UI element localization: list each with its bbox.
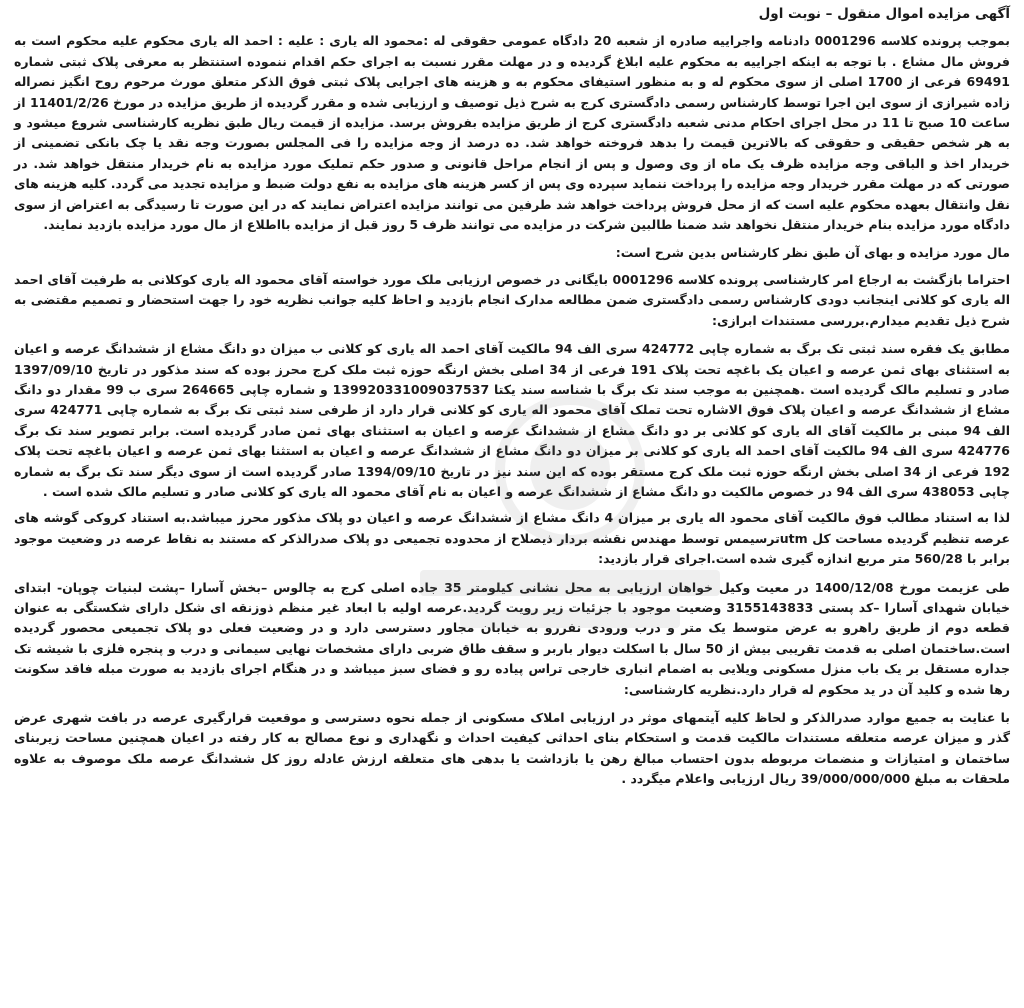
notice-title: آگهی مزایده اموال منقول – نوبت اول (758, 6, 1010, 22)
notice-intro-paragraph: بموجب پرونده کلاسه 0001296 دادنامه واجراییه صادره از شعبه 20 دادگاه عمومی حقوقی له :محمود اله یاری : علیه : احمد اله یاری محکوم علیه محکوم است به فروش مال مشاع . با توجه به اینکه اجراییه به محکوم علیه ابلاغ گردیده و در مهلت مقرر نسبت به اجرای حکم اقدام ننموده استنتظر به معرفی پلاک ثبتی شماره 69491 فرعی از 1700 اصلی از سوی محکوم له و به منظور استیفای محکوم به و هزینه های اجرایی پلاک ثبتی فوق الذکر متعلق مورث مرحوم روح انگیز نصراله زاده شیرازی از سوی این اجرا توسط کارشناس رسمی دادگستری کرج به شرح ذیل توصیف و ارزیابی شده و مقرر گردیده از طریق مزایده در مورخ 11401/2/26 از ساعت 10 صبح تا 11 در محل اجرای احکام مدنی شعبه دادگستری کرج از طریق مزایده بفروش برسد. مزایده از قیمت ریال طبق نظریه کارشناسی شروع میشود و به هر شخص حقیقی و حقوقی که بالاترین قیمت را بدهد فروخته خواهد شد. ده درصد از وجه مزایده را فی المجلس بصورت وجه نقد یا چک بانکی تضمینی از خریدار اخذ و الباقی وجه مزایده ظرف یک ماه از وی وصول و پس از انجام مراحل قانونی و صدور حکم تملیک مورد مزایده به نام خریدار منتقل خواهد شد. در صورتی که در مهلت مقرر خریدار وجه مزایده را پرداخت ننماید سپرده وی پس از کسر هزینه های مزایده به نفع دولت ضبط و مزایده تجدید می گردد. کلیه هزینه های نقل وانتقال بعهده محکوم علیه است که از محل فروش پرداخت خواهد شد طرفین می توانند مزایده اعتراض نمایند که در این صورت تا رسیدگی به اعتراض از سوی دادگاه مورد مزایده بنام خریدار منتقل نخواهد شد ضمنا طالبین شرکت در مزایده می توانند ظرف 5 روز قبل از مزایده بااطلاع از مال مورد مزایده بازدید نمایند. (14, 33, 1011, 233)
appraisal-heading: مال مورد مزایده و بهای آن طبق نظر کارشناس بدین شرح است: (615, 245, 1010, 261)
ownership-conclusion-paragraph: لذا به استناد مطالب فوق مالکیت آقای محمود اله یاری بر میزان 4 دانگ مشاع از ششدانگ عرصه و اعیان دو پلاک مذکور محرز میباشد.به استناد کروکی گوشه های عرصه تنظیم گردیده مساحت کل utmترسیمس توسط مهندس نقشه بردار ذیصلاح از محدوده تجمیعی دو پلاک صدرالذکر که مستند به نقاط عرصه در وضعیت موجود برابر با 560/28 متر مربع اندازه گیری شده است.اجرای قرار بازدید: (14, 510, 1011, 567)
site-visit-paragraph: طی عزیمت مورخ 1400/12/08 در معیت وکیل خواهان ارزیابی به محل نشانی کیلومتر 35 جاده اصلی کرج به چالوس –بخش آسارا –پشت لبنیات چوپان- ابتدای خیابان شهدای آسارا –کد پستی 3155143833 وضعیت موجود با جزئیات زیر رویت گردید.عرصه اولیه با ابعاد غیر منظم ذوزنقه ای شکل دارای شکستگی به عنوان قطعه دوم از طریق راهرو به عرض متوسط یک متر و درب ورودی نفررو به خیابان مجاور دسترسی دارد و در وضعیت فعلی دو پلاک تجمیعی محصور گردیده است.ساختمان اصلی به قدمت تقریبی بیش از 50 سال با اسکلت دیوار باربر و سقف طاق ضربی دارای مشخصات نهایی سیمانی و درب و پنجره فلزی با شیشه تک جداره مستقل بر یک باب منزل مسکونی ویلایی به اضمام انباری خارجی تراس پیاده رو و فضای سبز میباشد و در هنگام اجرای بازدید به صورت مبله فاقد سکونت رها شده و کلید آن در ید محکوم له قرار دارد.نظریه کارشناسی: (14, 579, 1011, 697)
appraisal-intro-paragraph: احتراما بازگشت به ارجاع امر کارشناسی پرونده کلاسه 0001296 بایگانی در خصوص ارزیابی ملک مورد خواسته آقای محمود اله یاری کوکلانی به طرفیت آقای احمد اله یاری کو کلانی اینجانب دودی کارشناس رسمی دادگستری ضمن مطالعه مدارک انجام بازدید و احاظ کلیه جوانب نظریه خود را جهت استحضار و تصمیم مقتضی به شرح ذیل تقدیم میدارم.بررسی مستندات ابرازی: (14, 271, 1010, 328)
ownership-documents-paragraph: مطابق یک فقره سند ثبتی تک برگ به شماره چاپی 424772 سری الف 94 مالکیت آقای احمد اله یاری کو کلانی ب میزان دو دانگ مشاع از ششدانگ عرصه و اعیان به استثنای بهای ثمن عرصه و اعیان یک باغچه تحت پلاک 191 فرعی از 34 اصلی بخش ارنگه حوزه ثبت ملک کرج محرز بوده که سند مذکور در تاریخ 1397/09/10 صادر و تسلیم مالک گردیده است .همچنین به موجب سند تک برگ با شناسه سند یکتا 139920331009037537 و شماره چاپی 264665 سری ب 99 مقدار دو دانگ مشاع از ششدانگ عرصه و اعیان پلاک فوق الاشاره تحت تملک آقای محمود اله یاری کو کلانی قرار دارد از طرفی سند ثبتی تک برگ به شماره چاپی 424771 سری الف 94 مبنی بر مالکیت آقای اله یاری کو کلانی بر دو دانگ مشاع از ششدانگ عرصه و اعیان به استثنای بهای ثمن صادر گردیده است. برابر تصویر سند تک برگ 424776 سری الف 94 مالکیت آقای احمد اله یاری کو کلانی بر میزان دو دانگ مشاع از ششدانگ عرصه و اعیان به استثنا بهای ثمن عرصه و اعیان باغچه تحت پلاک 192 فرعی از 34 اصلی بخش ارنگه حوزه ثبت ملک کرج مستقر بوده که این سند نیز در تاریخ 1394/09/10 صادر گردیده است از سوی دیگر سند تک برگ به شماره چاپی 438053 سری الف 94 در خصوص مالکیت دو دانگ مشاع از ششدانگ عرصه و اعیان به نام آقای محمود اله یاری کو کلانی صادر و تسلیم مالک شده است . (14, 341, 1011, 499)
expert-opinion-paragraph: با عنایت به جمیع موارد صدرالذکر و لحاظ کلیه آیتمهای موثر در ارزیابی املاک مسکونی از جمله نحوه دسترسی و موقعیت قرارگیری عرصه در بافت شهری عرض گذر و میزان عرصه متعلقه مستندات مالکیت قدمت و استحکام بنای احداثی کیفیت احداث و نگهداری و نوع مصالح به کار رفته در اعیان همچنین مساحت زیربنای ساختمان و امتیازات و منضمات مربوطه بدون احتساب مبالغ رهن یا بازداشت یا بدهی های متعلقه ارزش عادله روز کل ششدانگ عرصه ملک موصوف به علاوه ملحقات به مبلغ 39/000/000/000 ریال ارزیابی واعلام میگردد . (14, 710, 1010, 787)
